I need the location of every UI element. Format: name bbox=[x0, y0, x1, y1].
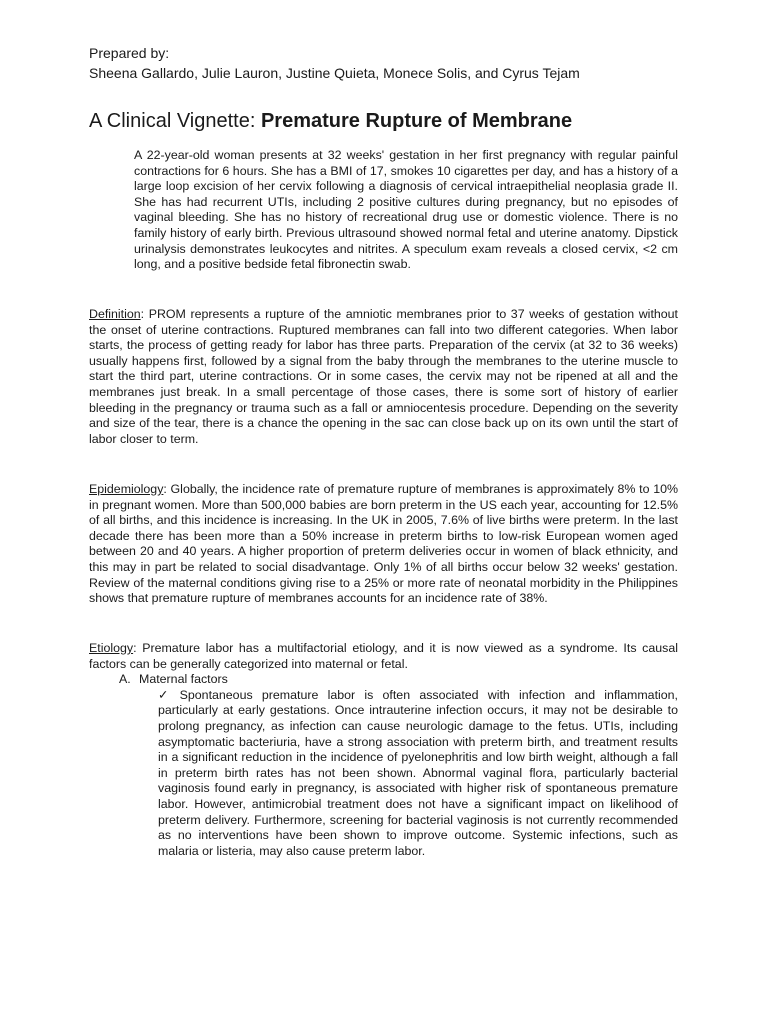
epidemiology-label: Epidemiology bbox=[89, 482, 164, 496]
etiology-label: Etiology bbox=[89, 641, 134, 655]
etiology-intro bbox=[89, 641, 678, 672]
document-title bbox=[89, 108, 708, 134]
authors-line: Sheena Gallardo, Julie Lauron, Justine Quieta, Monece Solis, and Cyrus Tejam bbox=[89, 65, 580, 81]
maternal-factors-item bbox=[89, 672, 678, 688]
prepared-by-label: Prepared by: bbox=[89, 45, 170, 61]
bullet-text: Spontaneous premature labor is often associated with infection and inflammation, particularly at early gestations. Once intrauterine infection occurs, it may not be desirable to prolong pregnancy, as infection can cause neurologic damage to the fetus. UTIs, including asymptomatic bacteriuria, have a strong association with preterm birth, and treatment results in a significant reduction in the incidence of pyelonephritis and low birth weight, although a fall in preterm birth rates has not been shown. Abnormal vaginal flora, particularly bacterial vaginosis found early in pregnancy, is associated with higher risk of spontaneous premature labor. However, antimicrobial treatment does not have a significant impact on likelihood of preterm delivery. Furthermore, screening for bacterial vaginosis is not currently recommended as no interventions have been shown to improve outcome. Systemic infections, such as malaria or listeria, may also cause preterm labor. bbox=[158, 687, 678, 858]
maternal-factors-label: Maternal factors bbox=[139, 672, 228, 687]
title-main: Premature Rupture of Membrane bbox=[260, 110, 573, 132]
epidemiology-section bbox=[89, 482, 678, 607]
maternal-factors-bullet bbox=[89, 688, 678, 860]
list-marker: A. bbox=[119, 672, 131, 687]
epidemiology-text: : Globally, the incidence rate of premature rupture of membranes is approximately 8% to 10% in pregnant women. More than 500,000 babies are born preterm in the US each year, accounting for 12.5% of all births, and this incidence is increasing. In the UK in 2005, 7.6% of live births were preterm. In the last decade there has been more than a 50% increase in preterm births to low-risk European women aged between 20 and 40 years. A higher proportion of preterm deliveries occur in women of black ethnicity, and this may in part be related to social disadvantage. Only 1% of all births occur below 32 weeks' gestation. Review of the maternal conditions giving rise to a 25% or more rate of neonatal morbidity in the Philippines shows that premature rupture of membranes accounts for an incidence rate of 38%. bbox=[89, 482, 678, 606]
etiology-text: : Premature labor has a multifactorial etiology, and it is now viewed as a syndrome. Its causal factors can be generally categorized into maternal or fetal. bbox=[89, 641, 678, 671]
etiology-section bbox=[89, 641, 678, 859]
clinical-vignette-paragraph: A 22-year-old woman presents at 32 weeks' gestation in her first pregnancy with regular painful contractions for 6 hours. She has a BMI of 17, smokes 10 cigarettes per day, and has a history of a large loop excision of her cervix following a diagnosis of cervical intraepithelial neoplasia grade II. She has had recurrent UTIs, including 2 positive cultures during pregnancy, but no episodes of vaginal bleeding. She has no history of recreational drug use or domestic violence. There is no family history of early birth. Previous ultrasound showed normal fetal and uterine anatomy. Dipstick urinalysis demonstrates leukocytes and nitrites. A speculum exam reveals a closed cervix, <2 cm long, and a positive bedside fetal fibronectin swab. bbox=[134, 148, 678, 272]
check-icon: ✓ bbox=[158, 687, 169, 702]
definition-section bbox=[89, 307, 678, 447]
prepared-by-block bbox=[89, 43, 679, 83]
definition-text: : PROM represents a rupture of the amniotic membranes prior to 37 weeks of gestation without the onset of uterine contractions. Ruptured membranes can fall into two different categories. When labor starts, the process of getting ready for labor has three parts. Preparation of the cervix (at 32 to 36 weeks) usually happens first, followed by a signal from the baby through the membranes to the uterine muscle to start the third part, uterine contractions. Or in some cases, the cervix may not be ripened at all and the membranes just break. In a small percentage of those cases, there is some sort of history of earlier bleeding in the pregnancy or trauma such as a fall or amniocentesis procedure. Depending on the severity and size of the tear, there is a chance the opening in the sac can close back up on its own until the start of labor closer to term. bbox=[89, 307, 678, 446]
definition-label: Definition bbox=[89, 307, 141, 321]
title-prefix: A Clinical Vignette: bbox=[89, 110, 261, 132]
